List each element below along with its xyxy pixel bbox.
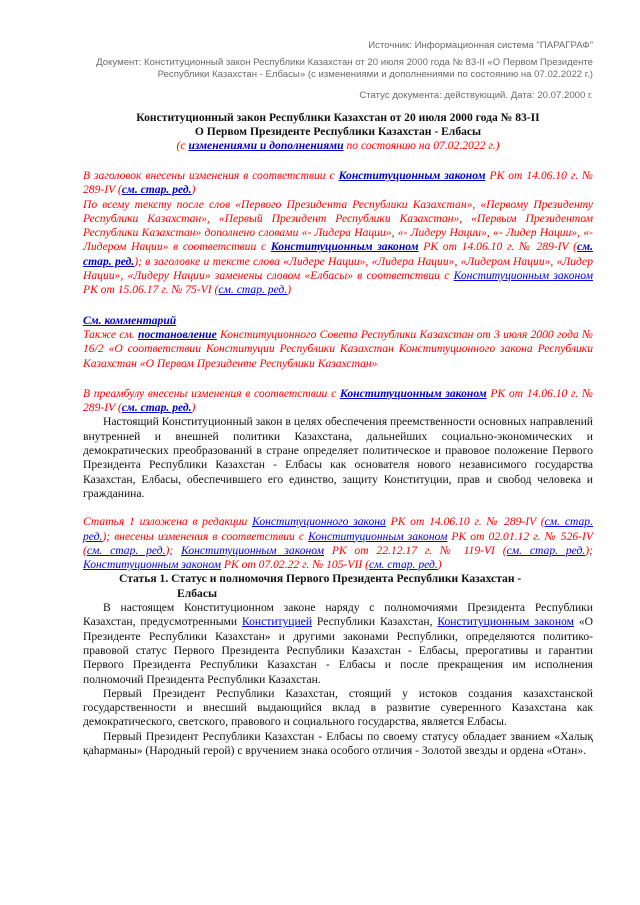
- note-text: В заголовок внесены изменения в соответствии с: [83, 169, 339, 182]
- note-text: РК от 14.06.10 г. № 289-IV (: [83, 169, 593, 197]
- old-edition-link[interactable]: см. стар. ред.: [121, 401, 192, 415]
- paragraph-text: В настоящем Конституционном законе наряду с полномочиями Президента Республики Казахстан, предусмотренными: [83, 601, 593, 629]
- document-page: [83, 0, 593, 758]
- old-edition-link[interactable]: см. стар. ред.: [368, 558, 438, 572]
- note-text: РК от 02.01.12 г. № 526-IV (: [83, 529, 593, 557]
- note-text: ): [191, 401, 196, 415]
- note-text: РК от 22.12.17 г. № 119-VI (: [324, 543, 507, 557]
- see-comment-link[interactable]: См. комментарий: [83, 313, 177, 327]
- paragraph-text: «О Президенте Республики Казахстан» и другими законами Республики, определяются политико-правовой статус Первого Президента Республики Казахстан - Елбасы, прерогативы и гарантии Первого Президента Республики Казахстан - Елбасы и после прекращения им исполнения полномочий Президента Республики Казахстан.: [83, 615, 594, 686]
- article1-paragraph-3: Первый Президент Республики Казахстан - Елбасы по своему статусу обладает званием «Халық қаһарманы» (Народный герой) с вручением знака особого отличия - Золотой звезды и ордена «Отан».: [83, 729, 593, 757]
- old-edition-link[interactable]: см. стар. ред.: [218, 283, 288, 297]
- law-subtitle: [83, 139, 593, 153]
- note-text: По всему тексту после слов «Первого Президента Республики Казахстан», «Первому Президенту Республики Казахстан», «Первый Президент Республики Казахстан», «Первым Президентом Республики Казахстан» дополнено словами «- Лидера Нации», «- Лидеру Нации», «- Лидер Нации», «- Лидером Нации» в соответствии с: [83, 197, 593, 254]
- document-info: Документ: Конституционный закон Республики Казахстан от 20 июля 2000 года № 83-II «О Первом Президенте Республики Казахстан - Елбасы» (с изменениями и дополнениями по состоянию на 07.02.2022 г.): [96, 56, 593, 80]
- article1-paragraph-1: [83, 601, 593, 687]
- old-edition-link[interactable]: см. стар. ред.: [83, 515, 593, 543]
- note-text: РК от 15.06.17 г. № 75-VI (: [83, 283, 219, 297]
- note-text: ): [287, 283, 292, 297]
- article1-amendment-note: [83, 515, 593, 572]
- constitutional-law-link[interactable]: Конституционным законом: [453, 269, 593, 283]
- preamble-paragraph: Настоящий Конституционный закон в целях обеспечения преемственности основных направлений внутренней и внешней политики Казахстана, дальнейших социально-экономических и демократических преобразований в стране определяет политическое и правовое положение Первого Президента Республики Казахстан - Елбасы как основателя нового независимого государства Казахстан, Елбасы, обеспечившего его единство, защиту Конституции, прав и свобод человека и гражданина.: [83, 415, 593, 500]
- note-text: В преамбулу внесены изменения в соответствии с: [83, 386, 340, 400]
- amendment-note-text: [83, 198, 593, 298]
- law-title-line1: Конституционный закон Республики Казахстан от 20 июля 2000 года № 83-II: [136, 111, 540, 124]
- paragraph-text: Республики Казахстан,: [312, 615, 438, 629]
- note-text: ); внесены изменения в соответствии с: [102, 529, 309, 543]
- subtitle-text: по состоянию на 07.02.2022 г.): [343, 139, 500, 152]
- source-line: Источник: Информационная система "ПАРАГРАФ": [368, 40, 593, 51]
- note-text: РК от 14.06.10 г. № 289-IV (: [385, 515, 545, 529]
- note-text: Конституционного Совета Республики Казахстан от 3 июля 2000 года № 16/2 «О соответствии Конституции Республики Казахстан Конституционного закона Республики Казахстан «О Первом Президенте Республики Казахстан»: [83, 327, 593, 370]
- law-title: [83, 111, 593, 139]
- note-text: ): [437, 558, 442, 572]
- note-text: Также см.: [83, 327, 138, 341]
- constitutional-law-link[interactable]: Конституционным законом: [339, 386, 487, 400]
- document-status: Статус документа: действующий. Дата: 20.07.2000 г.: [359, 89, 593, 101]
- note-text: РК от 14.06.10 г. № 289-IV (: [418, 240, 577, 254]
- note-text: РК от 14.06.10 г. № 289-IV (: [83, 386, 593, 415]
- constitutional-law-link[interactable]: Конституционного закона: [252, 515, 386, 529]
- resolution-link[interactable]: постановление: [138, 327, 217, 341]
- article1-heading-line2: Елбасы: [177, 586, 218, 600]
- constitutional-law-link[interactable]: Конституционным законом: [181, 543, 324, 557]
- constitutional-law-link[interactable]: Конституционным законом: [437, 615, 574, 629]
- preamble-amendment-note: [83, 387, 593, 416]
- amendments-link[interactable]: изменениями и дополнениями: [188, 139, 344, 152]
- resolution-note: [83, 328, 593, 371]
- old-edition-link[interactable]: см. стар. ред.: [121, 183, 192, 197]
- note-text: Статья 1 изложена в редакции: [83, 515, 253, 529]
- constitutional-law-link[interactable]: Конституционным законом: [83, 558, 221, 572]
- note-text: РК от 07.02.22 г. № 105-VII (: [221, 558, 369, 572]
- article1-paragraph-2: Первый Президент Республики Казахстан, стоящий у истоков создания казахстанской государственности и внесший выдающийся вклад в развитие суверенного Казахстана как демократического, светского, правового и социального государства, является Елбасы.: [83, 686, 593, 729]
- note-text: ); в заголовке и тексте слова «Лидере Нации», «Лидера Нации», «Лидером Нации», «Лидер Нации», «Лидеру Нации» заменены словом «Елбасы» в соответствии с: [83, 254, 593, 283]
- constitutional-law-link[interactable]: Конституционным законом: [338, 169, 486, 182]
- note-text: );: [165, 543, 182, 557]
- note-text: );: [585, 543, 593, 557]
- amendment-note-title: [83, 169, 593, 198]
- comment-link-line: [83, 314, 593, 328]
- note-text: ): [191, 183, 196, 197]
- law-title-line2: О Первом Президенте Республики Казахстан - Елбасы: [194, 125, 482, 138]
- constitutional-law-link[interactable]: Конституционным законом: [308, 529, 448, 543]
- old-edition-link[interactable]: см. стар. ред.: [83, 240, 593, 268]
- old-edition-link[interactable]: см. стар. ред.: [86, 543, 166, 557]
- old-edition-link[interactable]: см. стар. ред.: [506, 543, 586, 557]
- subtitle-text: (с: [176, 139, 189, 152]
- article1-heading: [83, 572, 593, 601]
- constitution-link[interactable]: Конституцией: [241, 615, 313, 629]
- constitutional-law-link[interactable]: Конституционным законом: [270, 240, 419, 254]
- article1-heading-line1: Статья 1. Статус и полномочия Первого Президента Республики Казахстан -: [119, 572, 522, 586]
